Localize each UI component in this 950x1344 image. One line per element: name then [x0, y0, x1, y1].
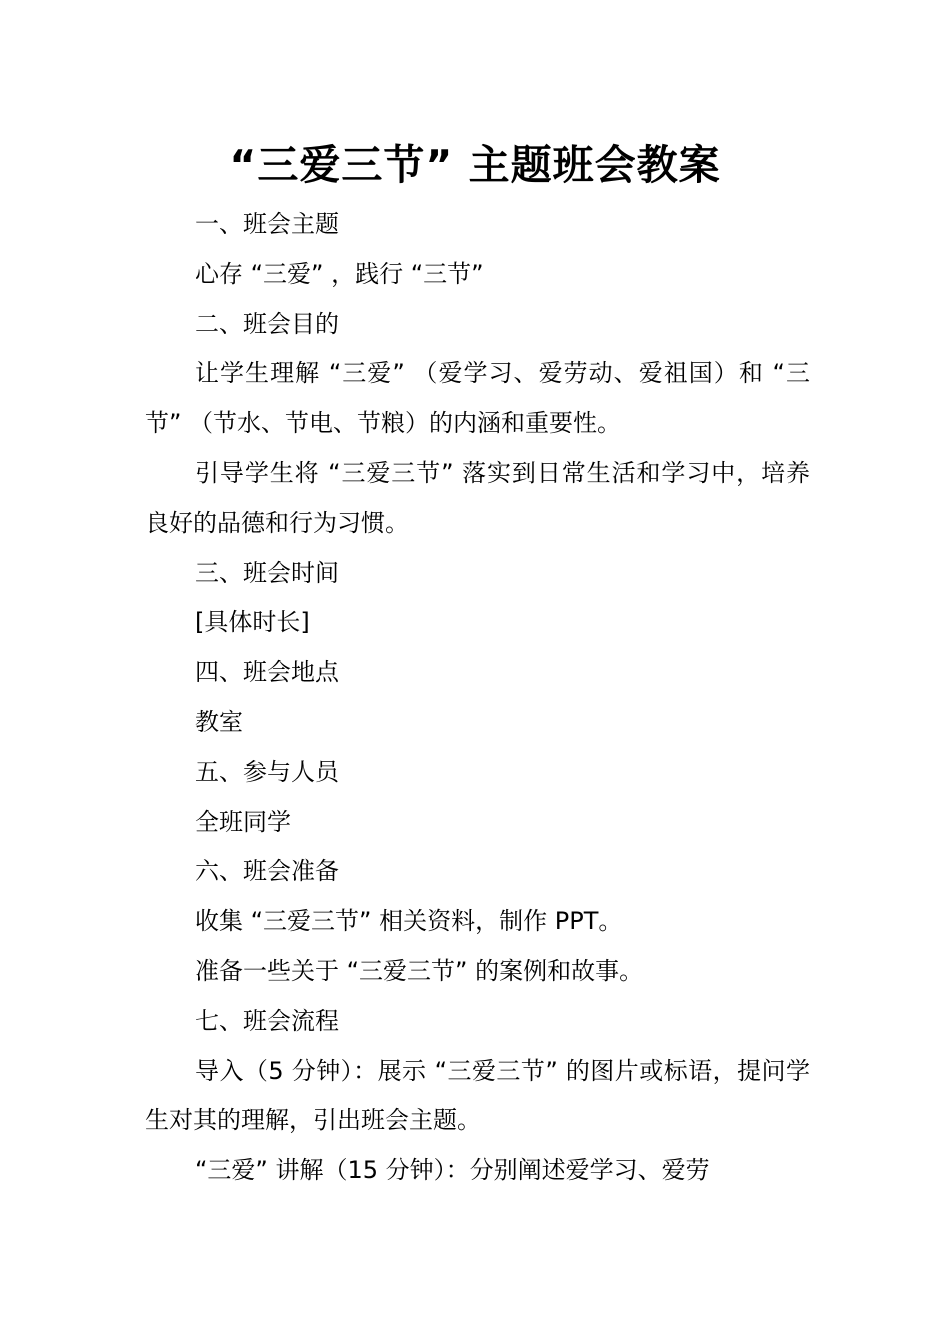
- document-body: [145, 200, 810, 1196]
- section-heading-process: 七、班会流程: [195, 1006, 339, 1035]
- paragraph-preparation-1: 收集 “三爱三节” 相关资料，制作 PPT。: [195, 907, 623, 936]
- section-heading-preparation: 六、班会准备: [195, 857, 339, 886]
- paragraph-purpose-2: 引导学生将 “三爱三节” 落实到日常生活和学习中，培养良好的品德和行为习惯。: [145, 458, 810, 537]
- paragraph-process-intro: 导入（5 分钟）：展示 “三爱三节” 的图片或标语，提问学生对其的理解，引出班会主题。: [145, 1056, 810, 1135]
- paragraph-theme: 心存 “三爱” ，践行 “三节”: [195, 259, 484, 288]
- paragraph-participants: 全班同学: [195, 807, 291, 836]
- paragraph-process-three-loves: “三爱” 讲解（15 分钟）：分别阐述爱学习、爱劳: [195, 1156, 710, 1185]
- paragraph-preparation-2: 准备一些关于 “三爱三节” 的案例和故事。: [195, 956, 644, 985]
- section-heading-purpose: 二、班会目的: [195, 309, 339, 338]
- section-heading-time: 三、班会时间: [195, 558, 339, 587]
- paragraph-purpose-1: 让学生理解 “三爱” （爱学习、爱劳动、爱祖国）和 “三节” （节水、节电、节粮）的内涵和重要性。: [145, 359, 810, 438]
- document-title: “三爱三节” 主题班会教案: [229, 141, 721, 189]
- section-heading-location: 四、班会地点: [195, 658, 339, 687]
- paragraph-time: [具体时长]: [195, 608, 310, 637]
- section-heading-participants: 五、参与人员: [195, 757, 339, 786]
- section-heading-theme: 一、班会主题: [195, 210, 339, 238]
- paragraph-location: 教室: [195, 707, 243, 736]
